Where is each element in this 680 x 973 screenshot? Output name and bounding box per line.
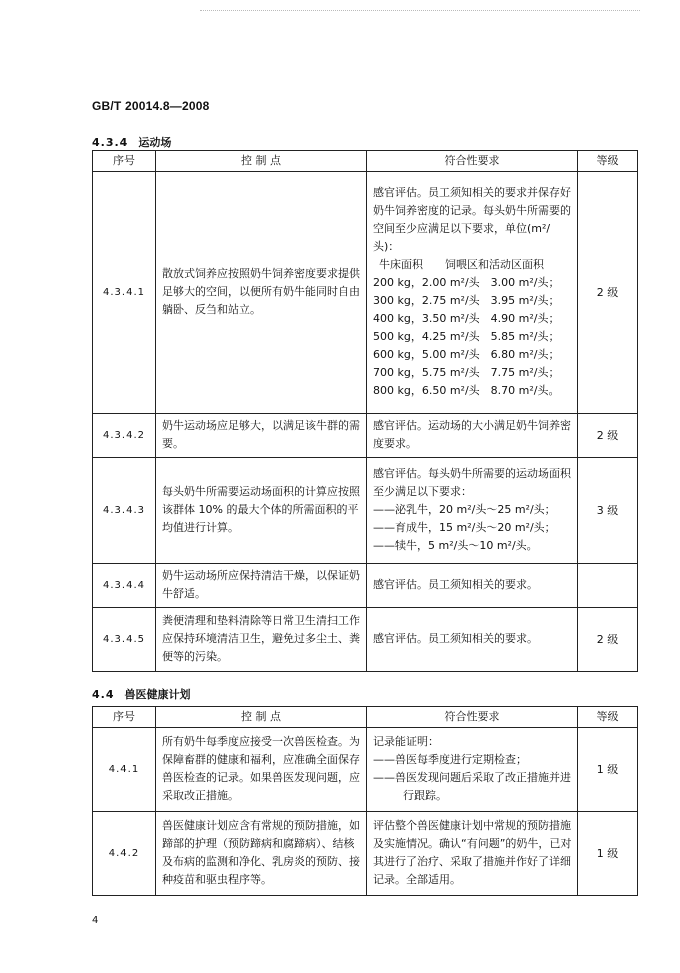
header-conformity: 符合性要求 bbox=[367, 151, 578, 172]
section-number: 4.3.4 bbox=[92, 136, 129, 149]
density-line: 400 kg，3.50 m²/头 4.90 m²/头； bbox=[373, 312, 560, 325]
scan-artifact-dots bbox=[200, 10, 640, 15]
list-item: ——犊牛，5 m²/头～10 m²/头。 bbox=[373, 539, 538, 552]
density-line: 500 kg，4.25 m²/头 5.85 m²/头； bbox=[373, 330, 560, 343]
list-item: ——兽医发现问题后采取了改正措施并进行跟踪。 bbox=[373, 771, 571, 802]
control-point: 奶牛运动场应足够大，以满足该牛群的需要。 bbox=[156, 414, 367, 458]
section-heading-4-3-4 bbox=[92, 134, 171, 150]
conformity-intro: 记录能证明： bbox=[373, 735, 439, 748]
row-id: 4.3.4.3 bbox=[93, 458, 156, 564]
row-id: 4.3.4.5 bbox=[93, 608, 156, 672]
header-control: 控 制 点 bbox=[156, 151, 367, 172]
section-title: 兽医健康计划 bbox=[124, 688, 191, 701]
grade bbox=[578, 564, 638, 608]
table-row bbox=[93, 608, 638, 672]
table-header-row bbox=[93, 151, 638, 172]
table-row bbox=[93, 728, 638, 812]
grade: 1 级 bbox=[578, 812, 638, 896]
standard-code: GB/T 20014.8—2008 bbox=[92, 99, 210, 113]
section-title: 运动场 bbox=[138, 136, 172, 149]
section-number: 4.4 bbox=[92, 688, 115, 701]
control-point: 兽医健康计划应含有常规的预防措施，如蹄部的护理（预防蹄病和腐蹄病）、结核及布病的监测和净化、乳房炎的预防、接种疫苗和驱虫程序等。 bbox=[156, 812, 367, 896]
table-row bbox=[93, 458, 638, 564]
conformity-requirement bbox=[367, 728, 578, 812]
density-header: 牛床面积 饲喂区和活动区面积 bbox=[379, 258, 544, 271]
grade: 1 级 bbox=[578, 728, 638, 812]
vet-health-table bbox=[92, 706, 638, 896]
conformity-intro: 感官评估。员工须知相关的要求并保存好奶牛饲养密度的记录。每头奶牛所需要的空间至少应满足以下要求，单位(m²/头)： bbox=[373, 186, 571, 253]
row-id: 4.3.4.4 bbox=[93, 564, 156, 608]
control-point: 所有奶牛每季度应接受一次兽医检查。为保障畜群的健康和福利，应准确全面保存兽医检查的记录。如果兽医发现问题，应采取改正措施。 bbox=[156, 728, 367, 812]
conformity-requirement: 感官评估。运动场的大小满足奶牛饲养密度要求。 bbox=[367, 414, 578, 458]
conformity-requirement bbox=[367, 172, 578, 414]
page-number: 4 bbox=[92, 915, 99, 926]
row-id: 4.4.2 bbox=[93, 812, 156, 896]
grade: 2 级 bbox=[578, 172, 638, 414]
conformity-requirement: 评估整个兽医健康计划中常规的预防措施及实施情况。确认“有问题”的奶牛，已对其进行了治疗、采取了措施并作好了详细记录。全部适用。 bbox=[367, 812, 578, 896]
conformity-requirement bbox=[367, 458, 578, 564]
table-row bbox=[93, 172, 638, 414]
row-id: 4.3.4.1 bbox=[93, 172, 156, 414]
header-grade: 等级 bbox=[578, 151, 638, 172]
row-id: 4.3.4.2 bbox=[93, 414, 156, 458]
grade: 2 级 bbox=[578, 414, 638, 458]
header-control: 控 制 点 bbox=[156, 707, 367, 728]
control-point: 奶牛运动场所应保持清洁干燥，以保证奶牛舒适。 bbox=[156, 564, 367, 608]
grade: 3 级 bbox=[578, 458, 638, 564]
list-item: ——泌乳牛，20 m²/头～25 m²/头； bbox=[373, 503, 556, 516]
table-row bbox=[93, 812, 638, 896]
table-header-row bbox=[93, 707, 638, 728]
list-item: ——育成牛，15 m²/头～20 m²/头； bbox=[373, 521, 556, 534]
conformity-requirement: 感官评估。员工须知相关的要求。 bbox=[367, 608, 578, 672]
conformity-intro: 感官评估。每头奶牛所需要的运动场面积至少满足以下要求： bbox=[373, 467, 571, 498]
header-id: 序号 bbox=[93, 707, 156, 728]
header-id: 序号 bbox=[93, 151, 156, 172]
control-point: 粪便清理和垫料清除等日常卫生清扫工作应保持环境清洁卫生，避免过多尘土、粪便等的污染。 bbox=[156, 608, 367, 672]
section-heading-4-4 bbox=[92, 686, 191, 702]
row-id: 4.4.1 bbox=[93, 728, 156, 812]
conformity-requirement: 感官评估。员工须知相关的要求。 bbox=[367, 564, 578, 608]
density-line: 300 kg，2.75 m²/头 3.95 m²/头； bbox=[373, 294, 560, 307]
table-row bbox=[93, 414, 638, 458]
density-line: 600 kg，5.00 m²/头 6.80 m²/头； bbox=[373, 348, 560, 361]
density-line: 200 kg，2.00 m²/头 3.00 m²/头； bbox=[373, 276, 560, 289]
density-line: 800 kg，6.50 m²/头 8.70 m²/头。 bbox=[373, 384, 560, 397]
control-point: 散放式饲养应按照奶牛饲养密度要求提供足够大的空间，以便所有奶牛能同时自由躺卧、反刍和站立。 bbox=[156, 172, 367, 414]
exercise-yard-table bbox=[92, 150, 638, 672]
density-line: 700 kg，5.75 m²/头 7.75 m²/头； bbox=[373, 366, 560, 379]
grade: 2 级 bbox=[578, 608, 638, 672]
header-grade: 等级 bbox=[578, 707, 638, 728]
header-conformity: 符合性要求 bbox=[367, 707, 578, 728]
list-item: ——兽医每季度进行定期检查； bbox=[373, 753, 527, 766]
control-point: 每头奶牛所需要运动场面积的计算应按照该群体 10% 的最大个体的所需面积的平均值进行计算。 bbox=[156, 458, 367, 564]
table-row bbox=[93, 564, 638, 608]
